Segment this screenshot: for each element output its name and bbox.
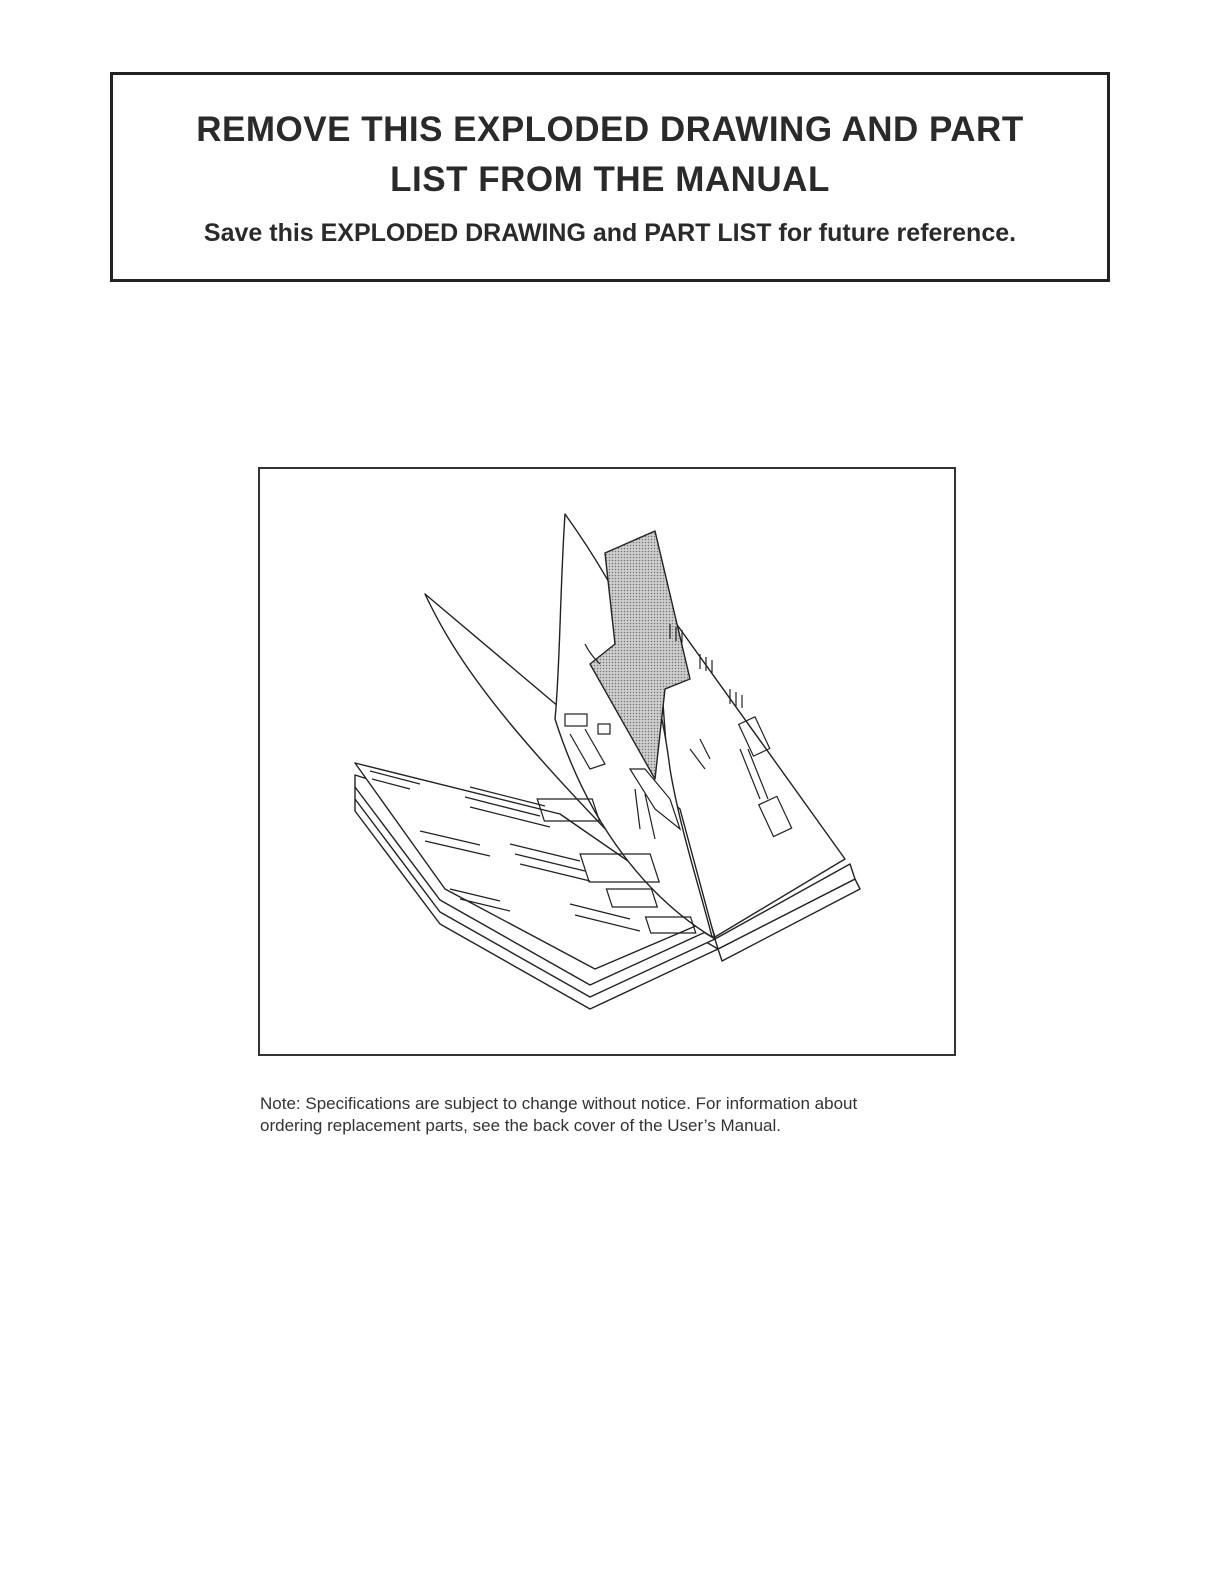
note-line-1: Note: Specifications are subject to change without notice. For information about xyxy=(260,1094,858,1113)
title-line-1: REMOVE THIS EXPLODED DRAWING AND PART xyxy=(196,110,1024,149)
page-subtitle: Save this EXPLODED DRAWING and PART LIST for future reference. xyxy=(203,219,1017,247)
open-manual-illustration-icon xyxy=(260,469,954,1054)
title-line-2: LIST FROM THE MANUAL xyxy=(390,160,830,199)
header-box xyxy=(110,72,1110,282)
note-text xyxy=(260,1093,980,1137)
illustration-frame xyxy=(258,467,956,1056)
note-line-2: ordering replacement parts, see the back cover of the User’s Manual. xyxy=(260,1116,781,1135)
page-title xyxy=(113,105,1107,205)
